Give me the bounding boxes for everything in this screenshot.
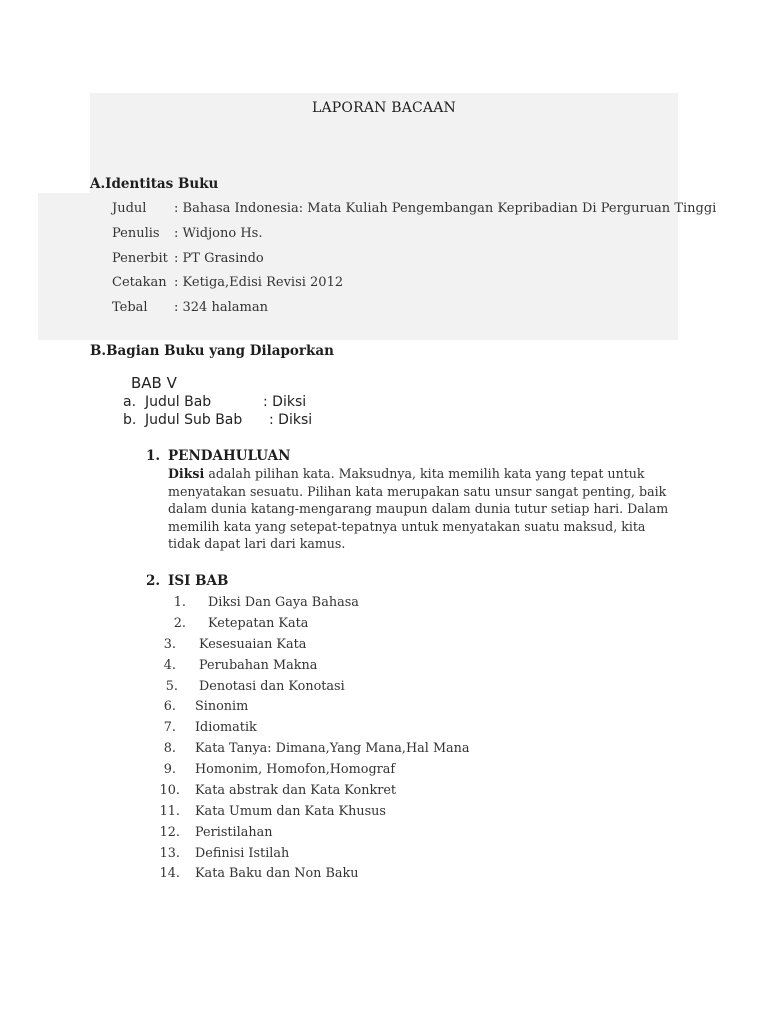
identity-value: : Bahasa Indonesia: Mata Kuliah Pengembangan Kepribadian Di Perguruan Tinggi [174, 201, 717, 216]
identity-key: Tebal [112, 300, 148, 315]
list-item [152, 846, 289, 861]
list-item-number: 6. [163, 699, 176, 714]
identity-value: : Ketiga,Edisi Revisi 2012 [174, 275, 344, 290]
list-item-label: Kata Baku dan Non Baku [195, 866, 359, 881]
identity-key: Penerbit [112, 251, 168, 266]
list-item [152, 699, 248, 714]
list-item-label: Sinonim [195, 699, 249, 714]
list-item-label: Kesesuaian Kata [199, 637, 307, 652]
identity-value: : 324 halaman [174, 300, 268, 315]
sub-row-judul-bab [123, 394, 306, 410]
list-item-number: 8. [163, 741, 176, 756]
list-item [152, 762, 395, 777]
pendahuluan-paragraph [168, 465, 680, 553]
list-item-label: Diksi Dan Gaya Bahasa [208, 595, 359, 610]
document-title: LAPORAN BACAAN [311, 100, 457, 116]
list-item-number: 5. [165, 679, 178, 694]
sub-letter: a. [123, 394, 137, 410]
list-item [152, 825, 272, 840]
identity-row-penerbit [112, 251, 264, 266]
list-item-number: 4. [163, 658, 176, 673]
sub-value: : Diksi [263, 394, 307, 410]
list-item-label: Denotasi dan Konotasi [199, 679, 345, 694]
list-item-label: Kata Tanya: Dimana,Yang Mana,Hal Mana [195, 741, 470, 756]
list-item [162, 595, 359, 610]
sub-value: : Diksi [269, 412, 313, 428]
sub-key: Judul Bab [145, 394, 212, 410]
list-item [162, 616, 308, 631]
list-item [152, 637, 306, 652]
list-item-number: 12. [159, 825, 180, 840]
list-item [152, 804, 386, 819]
list-item-label: Homonim, Homofon,Homograf [195, 762, 396, 777]
list-item-label: Kata abstrak dan Kata Konkret [195, 783, 397, 798]
pendahuluan-text: adalah pilihan kata. Maksudnya, kita memilih kata yang tepat untuk menyatakan sesuatu. Pilihan kata merupakan satu unsur sangat penting, baik dalam dunia katang-mengarang maupun dalam dunia tutur setiap hari. Dalam memilih kata yang setepat-tepatnya untuk menyatakan suatu maksud, kita tidak dapat lari dari kamus. [168, 466, 669, 552]
list-item-number: 10. [159, 783, 180, 798]
list-item [152, 658, 317, 673]
pendahuluan-title: PENDAHULUAN [168, 448, 291, 464]
isi-bab-number: 2. [146, 573, 161, 589]
identity-key: Judul [112, 201, 147, 216]
identity-row-tebal [112, 300, 268, 315]
identity-row-penulis [112, 226, 262, 241]
identity-row-cetakan [112, 275, 343, 290]
list-item-label: Ketepatan Kata [208, 616, 309, 631]
sub-row-judul-sub-bab [123, 412, 312, 428]
isi-bab-heading [146, 573, 228, 589]
list-item-label: Idiomatik [195, 720, 257, 735]
identity-value: : PT Grasindo [174, 251, 264, 266]
identity-key: Penulis [112, 226, 160, 241]
bab-label: BAB V [131, 374, 177, 392]
list-item [152, 866, 359, 881]
list-item-number: 3. [163, 637, 176, 652]
list-item-label: Kata Umum dan Kata Khusus [195, 804, 386, 819]
list-item-number: 2. [173, 616, 186, 631]
pendahuluan-heading [146, 448, 290, 464]
list-item-number: 1. [173, 595, 186, 610]
list-item-label: Definisi Istilah [195, 846, 290, 861]
sub-key: Judul Sub Bab [145, 412, 243, 428]
pendahuluan-number: 1. [146, 448, 161, 464]
list-item-number: 13. [159, 846, 180, 861]
section-a-heading: A.Identitas Buku [90, 176, 219, 192]
list-item [152, 783, 396, 798]
list-item [152, 741, 470, 756]
identity-row-judul [112, 201, 716, 216]
list-item-label: Perubahan Makna [199, 658, 318, 673]
list-item-number: 9. [163, 762, 176, 777]
sub-letter: b. [123, 412, 137, 428]
list-item-number: 14. [159, 866, 180, 881]
section-b-heading: B.Bagian Buku yang Dilaporkan [90, 343, 334, 359]
pendahuluan-lead: Diksi [168, 466, 205, 481]
isi-bab-title: ISI BAB [168, 573, 229, 589]
list-item [152, 720, 257, 735]
list-item-number: 11. [159, 804, 180, 819]
list-item [154, 679, 345, 694]
identity-key: Cetakan [112, 275, 167, 290]
identity-value: : Widjono Hs. [174, 226, 263, 241]
list-item-label: Peristilahan [195, 825, 273, 840]
list-item-number: 7. [163, 720, 176, 735]
